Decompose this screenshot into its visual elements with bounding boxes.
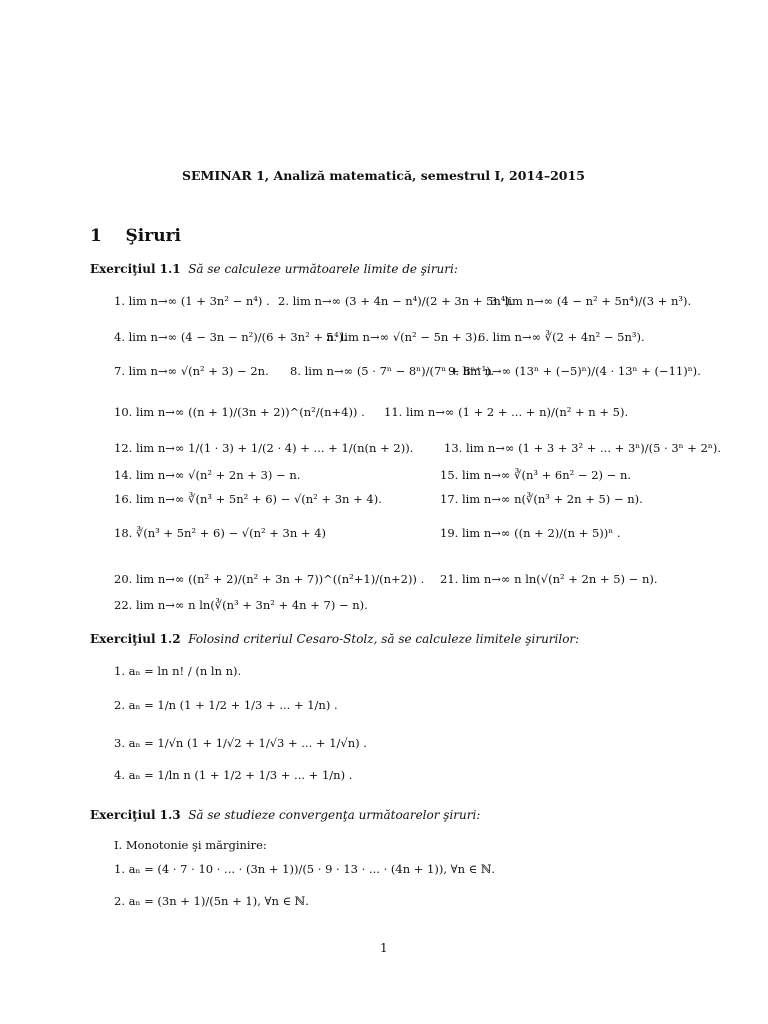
sequence-item: 1. aₙ = ln n! / (n ln n). (114, 664, 242, 678)
subheading: I. Monotonie şi mărginire: (114, 838, 267, 852)
limit-item: 9. lim n→∞ (13ⁿ + (−5)ⁿ)/(4 · 13ⁿ + (−11)ⁿ). (448, 364, 701, 378)
exercise-label: Exerciţiul 1.1 (90, 262, 181, 276)
limit-item: 17. lim n→∞ n(∛(n³ + 2n + 5) − n). (440, 492, 643, 506)
sequence-item: 4. aₙ = 1/ln n (1 + 1/2 + 1/3 + ... + 1/n) . (114, 768, 353, 782)
exercise-text: Să se studieze convergenţa următoarelor şiruri: (188, 808, 481, 822)
limit-item: 22. lim n→∞ n ln(∛(n³ + 3n² + 4n + 7) − n). (114, 598, 368, 612)
exercise-1-1-heading (90, 262, 458, 276)
exercise-text: Să se calculeze următoarele limite de şiruri: (188, 262, 458, 276)
limit-item: 8. lim n→∞ (5 · 7ⁿ − 8ⁿ)/(7ⁿ + 8ⁿ⁺¹). (290, 364, 495, 378)
section-title: Şiruri (125, 226, 181, 246)
limit-item: 6. lim n→∞ ∛(2 + 4n² − 5n³). (478, 330, 645, 344)
limit-item: 16. lim n→∞ ∛(n³ + 5n² + 6) − √(n² + 3n + 4). (114, 492, 382, 506)
limit-item: 18. ∛(n³ + 5n² + 6) − √(n² + 3n + 4) (114, 526, 327, 540)
limit-item: 14. lim n→∞ √(n² + 2n + 3) − n. (114, 468, 301, 482)
limit-item: 13. lim n→∞ (1 + 3 + 3² + ... + 3ⁿ)/(5 · 3ⁿ + 2ⁿ). (444, 441, 722, 455)
limit-item: 20. lim n→∞ ((n² + 2)/(n² + 3n + 7))^((n²+1)/(n+2)) . (114, 572, 425, 586)
limit-item: 15. lim n→∞ ∛(n³ + 6n² − 2) − n. (440, 468, 632, 482)
sequence-item: 2. aₙ = 1/n (1 + 1/2 + 1/3 + ... + 1/n) . (114, 698, 338, 712)
limit-item: 11. lim n→∞ (1 + 2 + ... + n)/(n² + n + 5). (384, 405, 629, 419)
sequence-item: 2. aₙ = (3n + 1)/(5n + 1), ∀n ∈ ℕ. (114, 894, 309, 908)
exercise-1-3-heading (90, 808, 480, 822)
limit-item: 10. lim n→∞ ((n + 1)/(3n + 2))^(n²/(n+4)) . (114, 405, 365, 419)
page-number: 1 (380, 941, 388, 955)
exercise-label: Exerciţiul 1.2 (90, 632, 181, 646)
limit-item: 3. lim n→∞ (4 − n² + 5n⁴)/(3 + n³). (490, 294, 692, 308)
limit-item: 21. lim n→∞ n ln(√(n² + 2n + 5) − n). (440, 572, 658, 586)
exercise-1-2-heading (90, 632, 579, 646)
section-heading (90, 226, 181, 246)
limit-item: 1. lim n→∞ (1 + 3n² − n⁴) . (114, 294, 270, 308)
limit-item: 5. lim n→∞ √(n² − 5n + 3). (326, 330, 481, 344)
limit-item: 12. lim n→∞ 1/(1 · 3) + 1/(2 · 4) + ... + 1/(n(n + 2)). (114, 441, 414, 455)
limit-item: 2. lim n→∞ (3 + 4n − n⁴)/(2 + 3n + 5n⁴). (278, 294, 514, 308)
exercise-label: Exerciţiul 1.3 (90, 808, 181, 822)
page-title: SEMINAR 1, Analiză matematică, semestrul I, 2014–2015 (182, 168, 585, 183)
limit-item: 4. lim n→∞ (4 − 3n − n²)/(6 + 3n² + n⁴). (114, 330, 347, 344)
sequence-item: 3. aₙ = 1/√n (1 + 1/√2 + 1/√3 + ... + 1/√n) . (114, 736, 367, 750)
limit-item: 19. lim n→∞ ((n + 2)/(n + 5))ⁿ . (440, 526, 621, 540)
limit-item: 7. lim n→∞ √(n² + 3) − 2n. (114, 364, 269, 378)
sequence-item: 1. aₙ = (4 · 7 · 10 · ... · (3n + 1))/(5 · 9 · 13 · ... · (4n + 1)), ∀n ∈ ℕ. (114, 862, 495, 876)
section-number: 1 (90, 226, 102, 246)
exercise-text: Folosind criteriul Cesaro-Stolz, să se calculeze limitele şirurilor: (188, 632, 580, 646)
